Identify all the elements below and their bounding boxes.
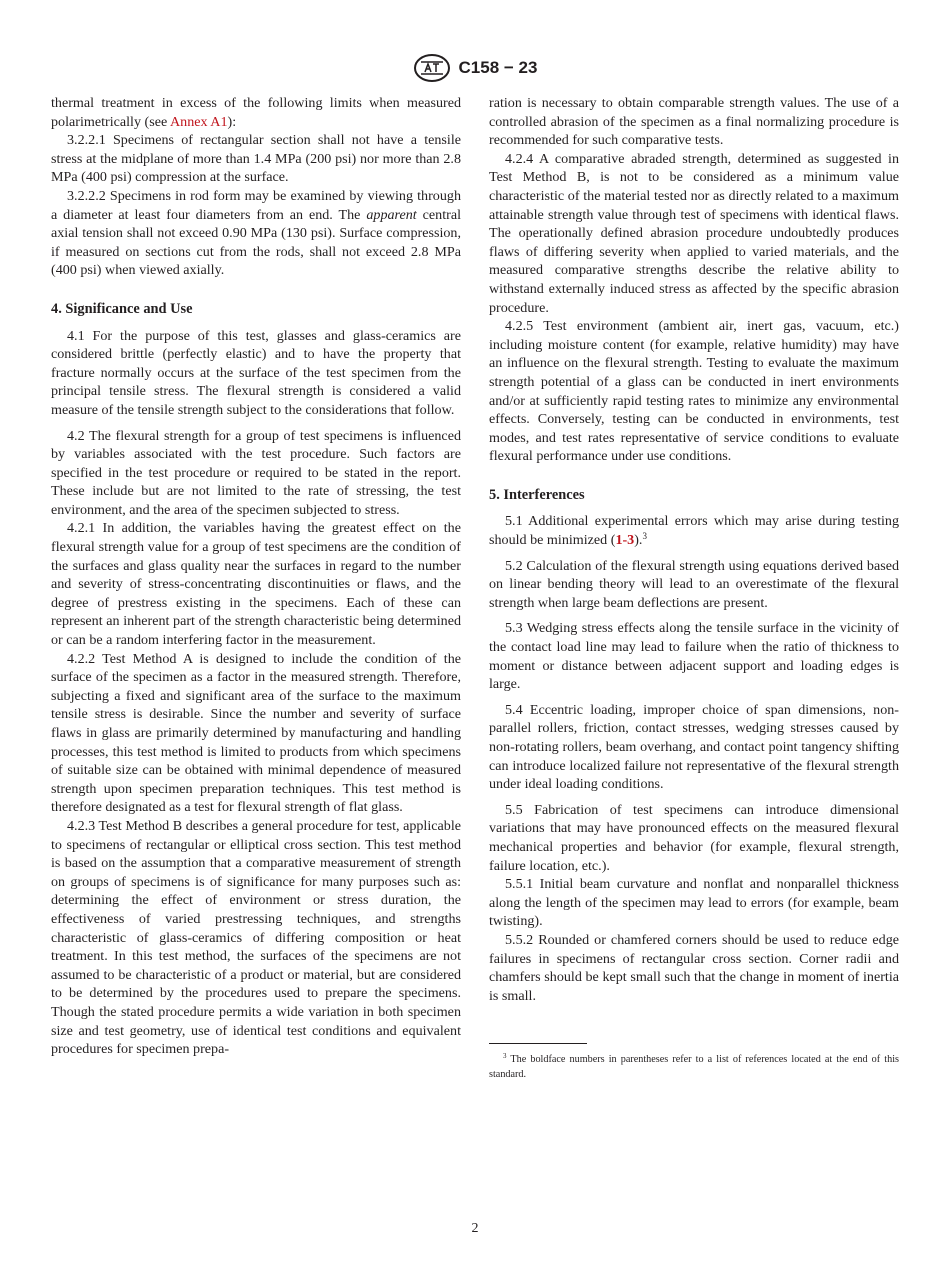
paragraph-4-2: 4.2 The flexural strength for a group of test specimens is influenced by variables associated with the test procedure. Such factors are specified in the test procedure or required to be stated in the report. These include but are not limited to the rate of stressing, the test environment, and the area of the specimen subjected to stress. bbox=[51, 427, 461, 518]
section-heading-4: 4. Significance and Use bbox=[51, 300, 193, 317]
left-column bbox=[51, 94, 461, 1059]
page-header bbox=[0, 53, 950, 83]
paragraph-5-5-2: 5.5.2 Rounded or chamfered corners should be used to reduce edge failures in specimens of rectangular cross section. Corner radii and chamfers should be kept small such that the change in moment of inertia is small. bbox=[489, 931, 899, 1004]
paragraph-3-2-2-1: 3.2.2.1 Specimens of rectangular section shall not have a tensile stress at the midplane of more than 1.4 MPa (200 psi) nor more than 2.8 MPa (400 psi) compression at the surface. bbox=[51, 132, 461, 186]
standard-designation: C158 − 23 bbox=[458, 58, 538, 77]
footnote-divider bbox=[489, 1043, 587, 1044]
section-heading-5: 5. Interferences bbox=[489, 486, 585, 503]
reference-link[interactable]: 1-3 bbox=[615, 532, 635, 549]
paragraph-3-2-2-2: 3.2.2.2 Specimens in rod form may be examined by viewing through a diameter at least four diameters from an end. The apparent central axial tension shall not exceed 0.90 MPa (130 psi). Surface compression, if measured on sections cut from the rods, shall not exceed 2.8 MPa (400 psi) when viewed axially. bbox=[51, 187, 461, 279]
footnote-marker[interactable]: 3 bbox=[642, 531, 647, 542]
paragraph-5-4: 5.4 Eccentric loading, improper choice of span dimensions, non-parallel rollers, friction, contact stresses, wedging stresses caused by non-rotating rollers, beam overhang, and contact point tangency shifting can introduce localized failure not representative of the flexural strength under ideal loading conditions. bbox=[489, 701, 899, 793]
paragraph-5-1: 5.1 Additional experimental errors which may arise during testing should be minimized (1-3).$^3$ bbox=[489, 513, 899, 549]
astm-logo-icon bbox=[413, 53, 451, 83]
paragraph-5-2: 5.2 Calculation of the flexural strength using equations derived based on linear bending theory will lead to an overestimate of the flexural strength when large beam deflections are present. bbox=[489, 557, 899, 611]
paragraph-4-2-4: 4.2.4 A comparative abraded strength, determined as suggested in Test Method B, is not to be considered as a minimum value characteristic of the material tested nor as directly related to a maximum attainable strength value through test of specimens with identical flaws. The operationally defined abrasion procedure undoubtedly produces flaws of differing severity when applied to varied materials, and the measured comparative strengths describe the relative ability to withstand externally induced stress as affected by the specific abrasion procedure. bbox=[489, 150, 899, 316]
paragraph-4-2-1: 4.2.1 In addition, the variables having the greatest effect on the flexural strength value for a group of test specimens are the condition of the surfaces and glass quality near the surfaces in regard to the number and severity of stress-concentrating discontinuities or flaws, and the degree of prestress existing in the specimens. Each of these can represent an inherent part of the strength characteristic being determined or can be a random interfering factor in the measurement. bbox=[51, 520, 461, 649]
page-number: 2 bbox=[471, 1221, 479, 1236]
footnote: $^3$ The boldface numbers in parentheses refer to a list of references located at the end of this standard. bbox=[489, 1052, 899, 1081]
annex-a1-link[interactable]: Annex A1 bbox=[169, 113, 228, 130]
paragraph-5-5: 5.5 Fabrication of test specimens can introduce dimensional variations that may have pronounced effects on the measured flexural mechanical properties and behavior (for example, flexural strength, failure location, etc.). bbox=[489, 801, 899, 874]
paragraph-4-2-3: 4.2.3 Test Method B describes a general procedure for test, applicable to specimens of rectangular or elliptical cross section. This test method is based on the assumption that a comparative measurement of strength on groups of specimens is of significance for many purposes such as: determining the effect of environment or stress duration, the effectiveness of varied prestressing techniques, and strengths characteristic of glass-ceramics of differing composition or heat treatment. In this test method, the surfaces of the specimens are not assumed to be characteristic of a product or material, but are considered to be determined by the procedures used to prepare the specimens. Though the stated procedure permits a wide variation in both specimen size and test geometry, use of identical test conditions and equivalent procedures for specimen prepa- bbox=[51, 817, 461, 1058]
paragraph-intro: thermal treatment in excess of the following limits when measured polarimetrically (see Annex A1): bbox=[51, 95, 461, 130]
paragraph-5-5-1: 5.5.1 Initial beam curvature and nonflat and nonparallel thickness along the length of the specimen may lead to errors (for example, beam twisting). bbox=[489, 876, 899, 930]
paragraph-4-2-3-continued: ration is necessary to obtain comparable strength values. The use of a controlled abrasion of the specimen as a final normalizing procedure is recommended for such comparative tests. bbox=[489, 95, 899, 149]
paragraph-4-2-5: 4.2.5 Test environment (ambient air, inert gas, vacuum, etc.) including moisture content (for example, relative humidity) may have an influence on the flexural strength. Testing to evaluate the maximum strength potential of a glass can be conducted in inert environments and/or at sufficiently rapid testing rates to minimize any environmental effects. Conversely, testing can be conducted in environments, test modes, and test rates representative of service conditions to evaluate flexural performance under use conditions. bbox=[489, 318, 899, 465]
right-column bbox=[489, 94, 899, 1082]
paragraph-4-2-2: 4.2.2 Test Method A is designed to include the condition of the surface of the specimen as a factor in the measured strength. Therefore, subjecting a fixed and significant area of the surface to the maximum tensile stress is desirable. Since the number and severity of surface flaws in glass are primarily determined by manufacturing and handling processes, this test method is limited to products from which specimens of suitable size can be obtained with minimal dependence of measured strength upon specimen preparation techniques. This test method is therefore designated as a test for flexural strength of flat glass. bbox=[51, 650, 461, 816]
paragraph-5-3: 5.3 Wedging stress effects along the tensile surface in the vicinity of the contact load line may lead to failure when the ratio of thickness to moment or distance between adjacent support and loading edges is large. bbox=[489, 620, 899, 693]
paragraph-4-1: 4.1 For the purpose of this test, glasses and glass-ceramics are considered brittle (perfectly elastic) and to have the property that fracture normally occurs at the surface of the test specimen from the principal tensile stress. The flexural strength is considered a valid measure of the tensile strength subject to the considerations that follow. bbox=[51, 327, 461, 418]
